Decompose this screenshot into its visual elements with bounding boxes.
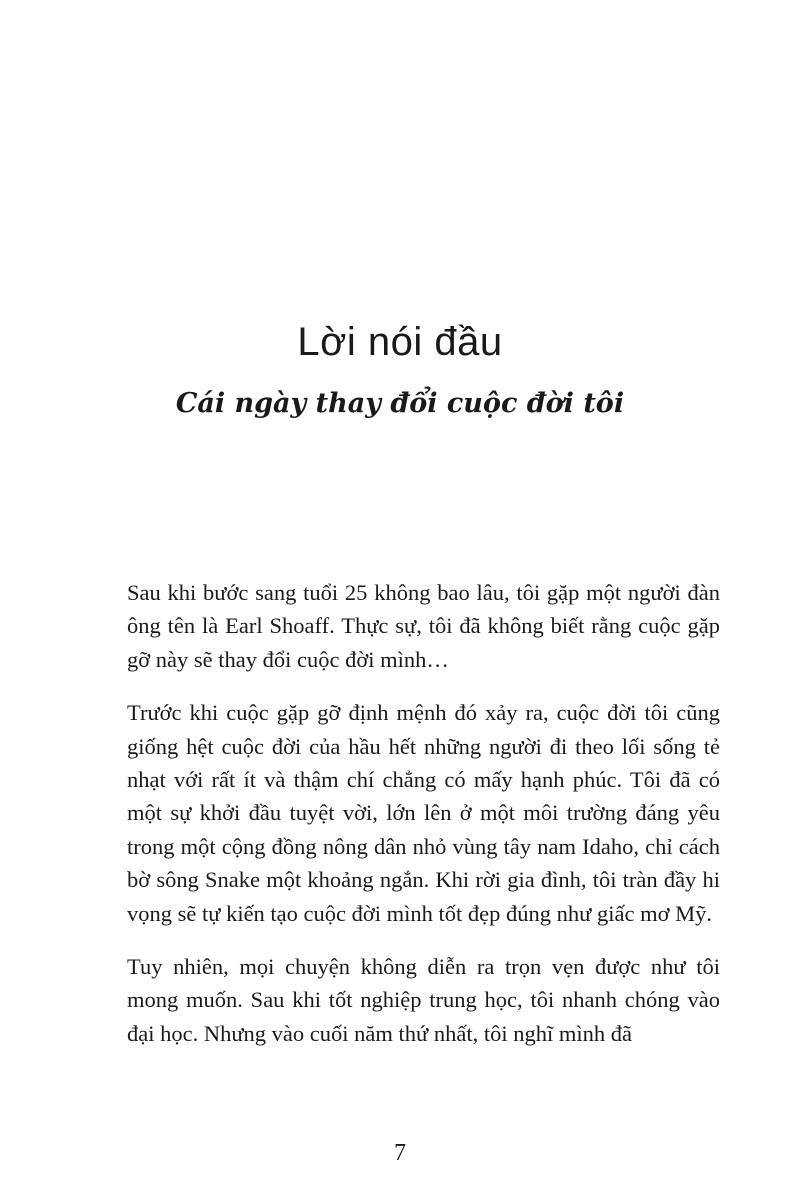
page-number: 7 bbox=[394, 1140, 406, 1166]
chapter-title: Lời nói đầu bbox=[297, 320, 503, 364]
paragraph: Trước khi cuộc gặp gỡ định mệnh đó xảy ra, cuộc đời tôi cũng giống hệt cuộc đời của hầu hết những người đi theo lối sống tẻ nhạt với rất ít và thậm chí chẳng có mấy hạnh phúc. Tôi đã có một sự khởi đầu tuyệt vời, lớn lên ở một môi trường đáng yêu trong một cộng đồng nông dân nhỏ vùng tây nam Idaho, chỉ cách bờ sông Snake một khoảng ngắn. Khi rời gia đình, tôi tràn đầy hi vọng sẽ tự kiến tạo cuộc đời mình tốt đẹp đúng như giấc mơ Mỹ. bbox=[127, 700, 720, 926]
paragraph: Tuy nhiên, mọi chuyện không diễn ra trọn vẹn được như tôi mong muốn. Sau khi tốt nghiệp trung học, tôi nhanh chóng vào đại học. Nhưng vào cuối năm thứ nhất, tôi nghĩ mình đã bbox=[127, 954, 720, 1046]
body-text bbox=[127, 576, 720, 1070]
paragraph: Sau khi bước sang tuổi 25 không bao lâu, tôi gặp một người đàn ông tên là Earl Shoaff. Thực sự, tôi đã không biết rằng cuộc gặp gỡ này sẽ thay đổi cuộc đời mình… bbox=[127, 580, 720, 672]
chapter-subtitle: Cái ngày thay đổi cuộc đời tôi bbox=[175, 388, 625, 419]
